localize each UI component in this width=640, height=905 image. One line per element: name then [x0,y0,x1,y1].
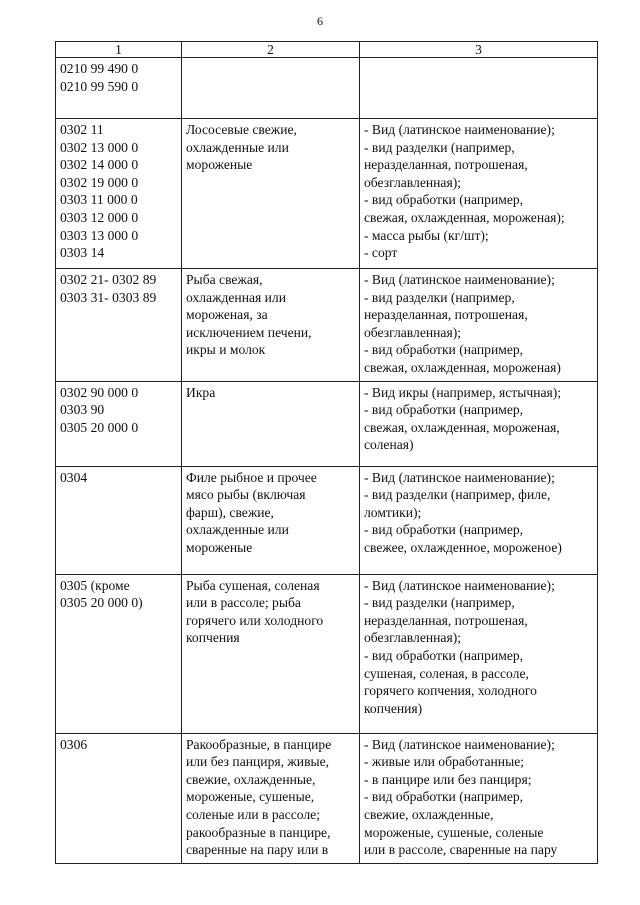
table-row [56,466,598,574]
product-description-line: охлажденные или [186,522,289,538]
product-description-line: исключением печени, [186,324,312,340]
attributes-line: неразделанная, потрошеная, [364,307,528,323]
product-description-line: мороженые [186,157,253,173]
table-row [56,733,598,863]
attributes-line: - Вид (латинское наименование); [364,122,555,137]
attributes-line: - вид разделки (например, [364,139,515,155]
product-description-line: или в рассоле; рыба [186,595,301,611]
attributes-cell [360,269,598,382]
table-row [56,269,598,382]
product-description-line: охлажденная или [186,289,286,305]
hs-code-cell [56,466,182,574]
attributes-line: - вид разделки (например, [364,289,515,305]
hs-code-cell [56,574,182,733]
attributes-line: свежие, охлажденные, [364,806,494,822]
attributes-line: - вид обработки (например, [364,402,524,418]
product-description-line: Икра [186,384,216,400]
column-header-3: 3 [360,42,598,58]
hs-code-line: 0210 99 590 0 [60,78,139,94]
product-description-cell [182,269,360,382]
product-description-cell [182,466,360,574]
attributes-line: сушеная, соленая, в рассоле, [364,665,529,681]
hs-code-line: 0210 99 490 0 [60,61,139,76]
hs-code-line: 0305 20 000 0) [60,595,143,611]
hs-code-line: 0302 21- 0302 89 [60,272,157,287]
attributes-line: - Вид (латинское наименование); [364,469,555,485]
product-description-cell [182,58,360,119]
product-description-line: свежие, охлажденные, [186,771,316,787]
table-row [56,58,598,119]
attributes-line: копчения) [364,700,423,716]
hs-code-line: 0303 14 [60,245,105,261]
product-description-line: охлажденные или [186,139,289,155]
product-description-cell [182,119,360,269]
product-description-cell [182,574,360,733]
product-description-line: икры и молок [186,342,266,358]
attributes-line: ломтики); [364,504,422,520]
hs-code-line: 0304 [60,469,88,485]
attributes-line: - Вид (латинское наименование); [364,736,555,752]
attributes-line: свежая, охлажденная, мороженая) [364,359,561,375]
classification-table [55,41,598,864]
hs-code-cell [56,733,182,863]
table-row [56,381,598,466]
attributes-line: неразделанная, потрошеная, [364,157,528,173]
attributes-line: мороженые, сушеные, соленые [364,824,544,840]
attributes-cell [360,466,598,574]
product-description-cell [182,381,360,466]
attributes-line: обезглавленная); [364,174,462,190]
hs-code-line: 0302 90 000 0 [60,384,139,400]
hs-code-line: 0302 14 000 0 [60,157,139,173]
attributes-line: горячего копчения, холодного [364,683,537,699]
attributes-line: или в рассоле, сваренные на пару [364,842,558,858]
attributes-line: обезглавленная); [364,324,462,340]
attributes-line: - масса рыбы (кг/шт); [364,227,489,243]
attributes-line: - сорт [364,245,398,261]
attributes-line: свежее, охлажденное, мороженое) [364,539,562,555]
attributes-line: - вид обработки (например, [364,522,524,538]
attributes-line: - в панцире или без панциря; [364,771,532,787]
attributes-cell [360,381,598,466]
product-description-line: ракообразные в панцире, [186,824,331,840]
hs-code-line: 0306 [60,736,88,752]
table-row [56,574,598,733]
attributes-line: свежая, охлажденная, мороженая, [364,419,560,435]
attributes-line: неразделанная, потрошеная, [364,612,528,628]
product-description-line: мороженые [186,539,253,555]
hs-code-line: 0303 31- 0303 89 [60,289,157,305]
page-number: 6 [317,14,323,28]
header-row [56,42,598,58]
hs-code-cell [56,381,182,466]
hs-code-line: 0303 13 000 0 [60,227,139,243]
column-header-2: 2 [182,42,360,58]
product-description-line: мороженые, сушеные, [186,789,315,805]
hs-code-line: 0303 12 000 0 [60,209,139,225]
product-description-line: горячего или холодного [186,612,324,628]
attributes-line: - вид обработки (например, [364,342,524,358]
product-description-line: мясо рыбы (включая [186,487,306,503]
product-description-line: сваренные на пару или в [186,842,329,858]
product-description-line: Рыба свежая, [186,272,263,287]
hs-code-line: 0305 (кроме [60,577,130,593]
attributes-line: - вид обработки (например, [364,192,524,208]
product-description-line: Рыба сушеная, соленая [186,577,320,593]
attributes-line: - живые или обработанные; [364,754,525,770]
product-description-line: фарш), свежие, [186,504,274,520]
hs-code-line: 0302 11 [60,122,104,137]
product-description-line: Лососевые свежие, [186,122,297,137]
hs-code-line: 0302 19 000 0 [60,174,139,190]
product-description-line: или без панциря, живые, [186,754,330,770]
attributes-line: - вид разделки (например, филе, [364,487,551,503]
attributes-cell [360,574,598,733]
hs-code-cell [56,269,182,382]
column-header-1: 1 [56,42,182,58]
attributes-line: свежая, охлажденная, мороженая); [364,209,565,225]
product-description-line: Ракообразные, в панцире [186,736,332,752]
attributes-line: обезглавленная); [364,630,462,646]
table-row [56,119,598,269]
attributes-line: - вид обработки (например, [364,647,524,663]
attributes-cell [360,58,598,119]
hs-code-line: 0305 20 000 0 [60,419,139,435]
hs-code-line: 0303 11 000 0 [60,192,138,208]
product-description-line: мороженая, за [186,307,268,323]
product-description-line: копчения [186,630,240,646]
attributes-line: - вид обработки (например, [364,789,524,805]
hs-code-cell [56,58,182,119]
product-description-line: соленые или в рассоле; [186,806,320,822]
product-description-line: Филе рыбное и прочее [186,469,317,485]
attributes-line: - вид разделки (например, [364,595,515,611]
hs-code-line: 0302 13 000 0 [60,139,139,155]
hs-code-cell [56,119,182,269]
hs-code-line: 0303 90 [60,402,105,418]
attributes-cell [360,119,598,269]
attributes-line: соленая) [364,437,414,453]
attributes-line: - Вид икры (например, ястычная); [364,384,562,400]
attributes-line: - Вид (латинское наименование); [364,272,555,287]
product-description-cell [182,733,360,863]
attributes-line: - Вид (латинское наименование); [364,577,555,593]
attributes-cell [360,733,598,863]
